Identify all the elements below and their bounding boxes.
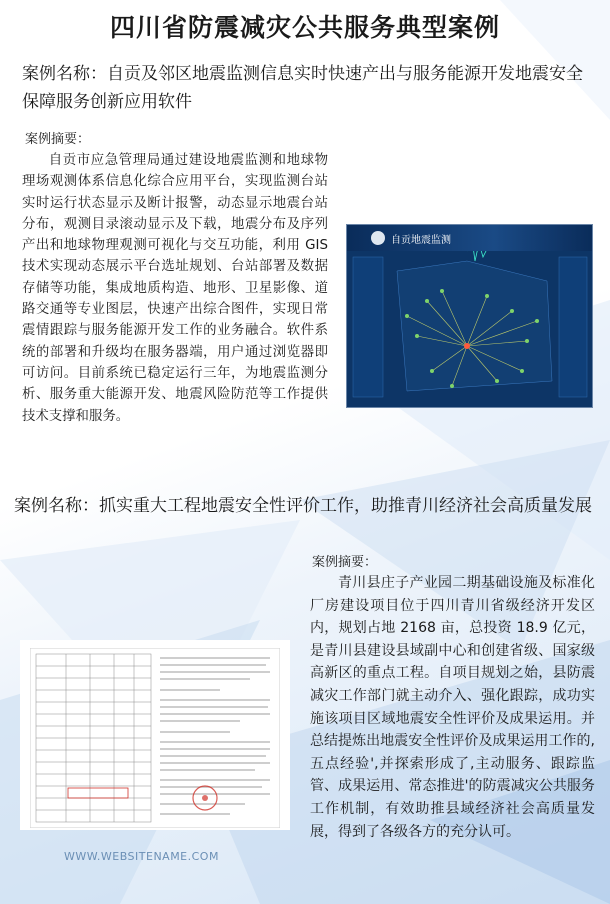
case2-summary-label: 案例摘要： <box>312 555 378 570</box>
page-title: 四川省防震减灾公共服务典型案例 <box>109 13 500 42</box>
case1-summary: 自贡市应急管理局通过建设地震监测和地球物理场观测体系信息化综合应用平台，实现监测台站实时运行状态显示及断计报警，动态显示地震台站分布，观测目录滚动显示及下载，地震分布及序列产出和地球物理观测可视化与交互功能，利用 GIS 技术实现动态展示平台选址规划、台站部署及数据存储等功能，集成地质构造、地形、卫星影像、道路交通等专业图层，快速产出综合图件，实现日常震情跟踪与服务能源开发工作的业务融合。软件系统的部署和升级均在服务器端，用户通过浏览器即可访问。目前系统已稳定运行三年，为地震监测分析、服务重大能源开发、地震风险防范等工作提供技术支撑和服务。 <box>22 153 328 424</box>
seismic-monitor-screenshot <box>346 224 593 408</box>
case2-name: 案例名称：抓实重大工程地震安全性评价工作，助推青川经济社会高质量发展 <box>14 496 592 516</box>
seismic-map <box>347 251 592 407</box>
monitor-header <box>347 225 592 251</box>
monitor-title: 自贡地震监测 <box>391 235 451 246</box>
logo-icon <box>371 231 385 245</box>
evaluation-document-image <box>30 648 280 828</box>
case2-summary: 青川县庄子产业园二期基础设施及标准化厂房建设项目位于四川青川省级经济开发区内，规划占地 2168 亩，总投资 18.9 亿元，是青川县建设县域副中心和创建省级、国家级高新区的重点工程。自项目规划之始，县防震减灾工作部门就主动介入、强化跟踪，成功实施该项目区域地震安全性评价及成果运用。并总结提炼出地震安全性评价及成果运用工作的,五点经验',并探索形成了,主动服务、跟踪监管、成果运用、常态推进'的防震减灾公共服务工作机制，有效助推县域经济社会高质量发展，得到了各级各方的充分认可。 <box>310 575 595 840</box>
footer-url: WWW.WEBSITENAME.COM <box>64 850 219 863</box>
case1-summary-label: 案例摘要： <box>25 132 91 147</box>
case1-name: 案例名称：自贡及邻区地震监测信息实时快速产出与服务能源开发地震安全保障服务创新应用软件 <box>22 64 583 112</box>
